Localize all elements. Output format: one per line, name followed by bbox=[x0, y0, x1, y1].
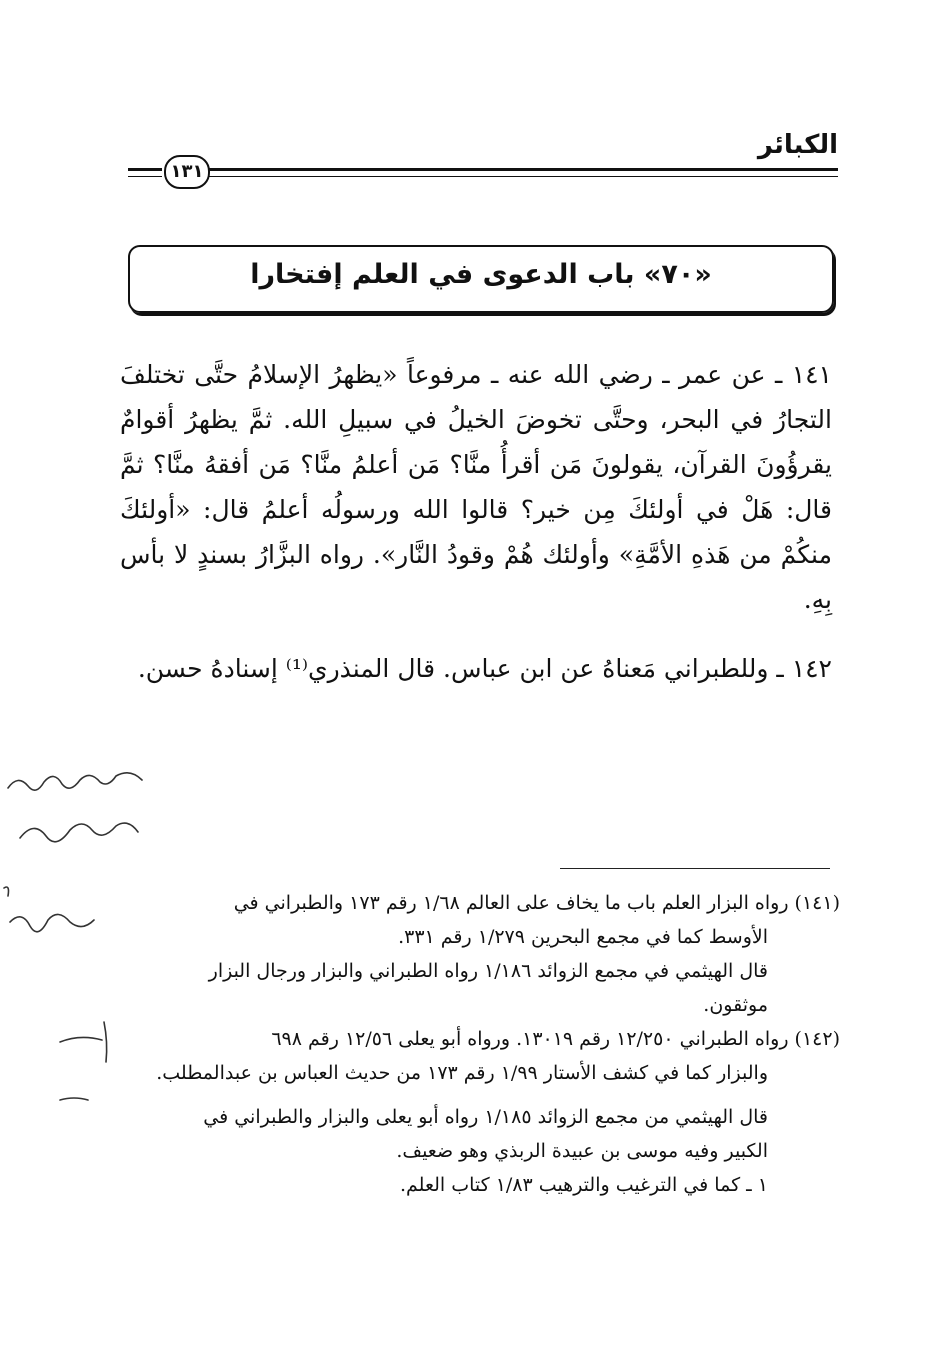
running-header bbox=[128, 126, 838, 186]
footnote-142-line-4: الكبير وفيه موسى بن عبيدة الربذي وهو ضعيف. bbox=[396, 1140, 768, 1162]
footnote-142-line-1: (١٤٢) رواه الطبراني ١٢/٢٥٠ رقم ١٣٠١٩. ورواه أبو يعلى ١٢/٥٦ رقم ٦٩٨ bbox=[271, 1028, 840, 1050]
hadith-142: ١٤٢ ـ وللطبراني مَعناهُ عن ابن عباس. قال المنذري⁽¹⁾ إسنادهُ حسن. bbox=[137, 654, 832, 683]
chapter-title: «٧٠» باب الدعوى في العلم إفتخارا bbox=[250, 259, 712, 290]
footnote-separator bbox=[560, 868, 830, 869]
header-rule-short bbox=[128, 168, 162, 177]
footnote-141-line-2: الأوسط كما في مجمع البحرين ١/٢٧٩ رقم ٣٣١. bbox=[398, 926, 768, 948]
footnote-142-line-2: والبزار كما في كشف الأستار ١/٩٩ رقم ١٧٣ من حديث العباس بن عبدالمطلب. bbox=[156, 1062, 768, 1084]
footnote-142-line-3: قال الهيثمي من مجمع الزوائد ١/١٨٥ رواه أبو يعلى والبزار والطبراني في bbox=[203, 1106, 768, 1128]
footnotes bbox=[150, 886, 840, 1202]
hadith-141: ١٤١ ـ عن عمر ـ رضي الله عنه ـ مرفوعاً «يظهرُ الإسلامُ حتَّى تختلفَ التجارُ في البحر، وحتَّى تخوضَ الخيلُ في سبيلِ الله. ثمَّ يظهرُ أقوامٌ يقرؤُونَ القرآن، يقولونَ مَن أقرأُ منَّا؟ مَن أعلمُ منَّا؟ مَن أفقهُ منَّا؟ ثمَّ قال: هَلْ في أولئكَ مِن خير؟ قالوا الله ورسولُه أعلمُ قال: «أولئكَ منكُمْ من هَذهِ الأمَّةِ» وأولئك هُمْ وقودُ النَّار». رواه البزَّارُ بسندٍ لا بأس بِهِ. bbox=[120, 360, 832, 614]
footnote-141-line-3: قال الهيثمي في مجمع الزوائد ١/١٨٦ رواه الطبراني والبزار ورجال البزار bbox=[208, 960, 768, 982]
chapter-title-box bbox=[128, 245, 834, 313]
header-rule bbox=[208, 168, 838, 177]
book-title: الكبائر bbox=[757, 130, 838, 160]
footnote-1: ١ ـ كما في الترغيب والترهيب ١/٨٣ كتاب العلم. bbox=[399, 1174, 768, 1196]
footnote-141-line-4: موثقون. bbox=[703, 994, 768, 1016]
main-text bbox=[120, 352, 832, 691]
footnote-141-line-1: (١٤١) رواه البزار العلم باب ما يخاف على العالم ١/٦٨ رقم ١٧٣ والطبراني في bbox=[233, 892, 840, 914]
page-number: ١٣١ bbox=[164, 155, 210, 189]
